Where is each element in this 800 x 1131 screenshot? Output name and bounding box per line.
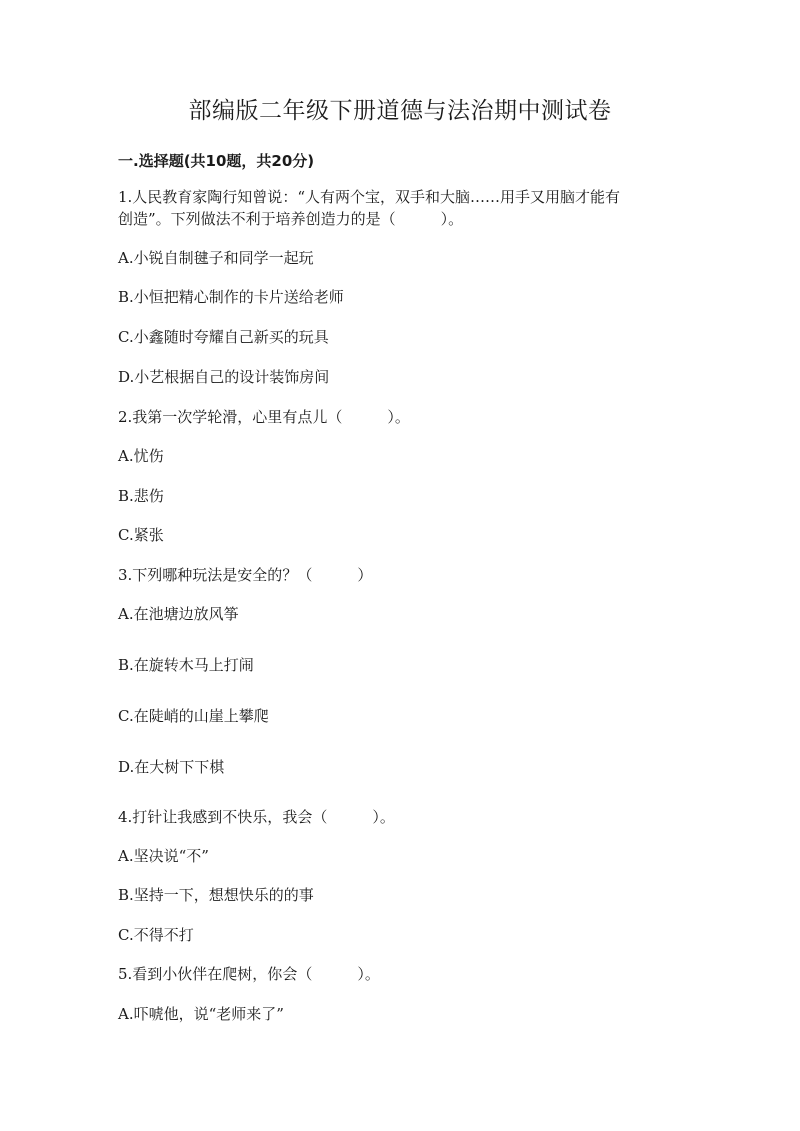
question-2-option-c: C.紧张 [118,526,164,544]
page-title: 部编版二年级下册道德与法治期中测试卷 [188,98,612,124]
question-1-option-c: C.小鑫随时夸耀自己新买的玩具 [118,328,329,346]
question-3-option-d: D.在大树下下棋 [118,758,225,776]
question-1-option-d: D.小艺根据自己的设计装饰房间 [118,368,330,386]
question-4-option-a: A.坚决说“不” [118,847,209,865]
question-5-stem: 5.看到小伙伴在爬树，你会（ ）。 [118,965,380,983]
question-5-option-a: A.吓唬他，说“老师来了” [118,1005,284,1023]
question-1-option-a: A.小锐自制毽子和同学一起玩 [118,249,314,267]
section-heading: 一.选择题(共10题，共20分) [118,152,315,170]
question-4-stem: 4.打针让我感到不快乐，我会（ ）。 [118,808,395,826]
question-1-stem-line-1: 1.人民教育家陶行知曾说：“人有两个宝，双手和大脑……用手又用脑才能有 [118,188,620,206]
question-2-stem: 2.我第一次学轮滑，心里有点儿（ ）。 [118,408,410,426]
question-3-stem: 3.下列哪种玩法是安全的？（ ） [118,566,373,584]
question-1-option-b: B.小恒把精心制作的卡片送给老师 [118,288,344,306]
question-2-option-b: B.悲伤 [118,487,164,505]
question-2-option-a: A.忧伤 [118,447,164,465]
question-3-option-a: A.在池塘边放风筝 [118,605,239,623]
question-1-stem-line-2: 创造”。下列做法不利于培养创造力的是（ ）。 [118,210,464,228]
question-3-option-b: B.在旋转木马上打闹 [118,656,254,674]
question-4-option-c: C.不得不打 [118,926,194,944]
question-4-option-b: B.坚持一下，想想快乐的的事 [118,886,314,904]
question-3-option-c: C.在陡峭的山崖上攀爬 [118,707,269,725]
